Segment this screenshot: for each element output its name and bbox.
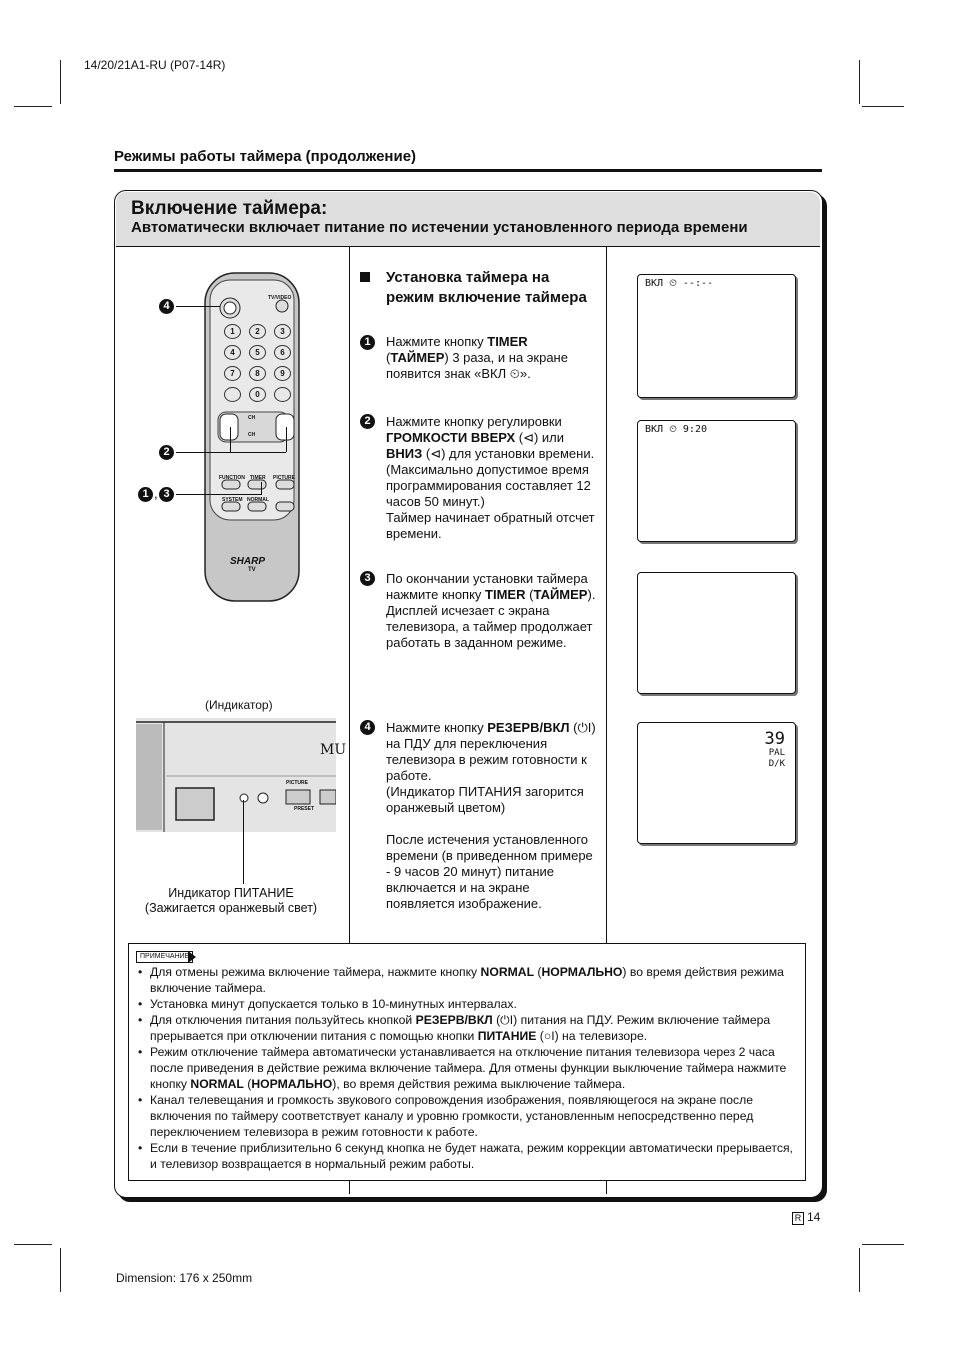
note-item [136, 964, 796, 996]
steps-heading: Установка таймера на режим включение таймера [386, 269, 587, 306]
step-4-standby: РЕЗЕРВ/ВКЛ [487, 720, 570, 735]
note-4-a: Режим отключение таймера автоматически устанавливается на отключение питания телевизора через 2 часа после приведения в действие режима включение таймера. Для отмены функции выключение таймера нажмите кнопку [150, 1045, 787, 1091]
step-1-text-c: ( [386, 350, 391, 365]
flashback-key[interactable] [224, 387, 241, 402]
tv-logo-label: TV [248, 567, 256, 573]
tv-front-panel [136, 718, 347, 832]
screen-4-system-2: D/K [768, 759, 785, 769]
crop-mark [859, 60, 860, 104]
key-4[interactable]: 4 [224, 345, 241, 360]
heading-bullet [360, 272, 370, 282]
key-9[interactable]: 9 [274, 366, 291, 381]
ch-up-label: CH [248, 415, 256, 421]
model-text: MU [320, 742, 347, 758]
step-2-text-a: Нажмите кнопку регулировки [386, 414, 562, 429]
box-subtitle: Автоматически включает питание по истечении установленного периода времени [131, 219, 748, 236]
step-3-text [386, 571, 600, 651]
note-3-b: РЕЗЕРВ/ВКЛ [415, 1013, 493, 1027]
key-5[interactable]: 5 [249, 345, 266, 360]
note-1-c: ( [534, 965, 542, 979]
note-3-c: (⏻I) питания на ПДУ. Режим включение таймера прерывается при отключении питания с помощью кнопки [150, 1013, 771, 1043]
section-rule [114, 169, 822, 172]
crop-mark [862, 1244, 904, 1245]
note-1-e: ) во время действия режима включение таймера. [150, 965, 784, 995]
callout-line [176, 306, 220, 307]
step-3-number: 3 [360, 571, 375, 586]
note-3-a: Для отключения питания пользуйтесь кнопкой [150, 1013, 416, 1027]
note-1-d: НОРМАЛЬНО [541, 965, 623, 979]
tv-preset-label: PRESET [294, 806, 315, 812]
screen-step-1 [637, 274, 796, 398]
step-4-text-e: После истечения установленного времени (в приведенном примере - 9 часов 20 минут) питание включается и на экране появляется изображение. [386, 832, 593, 911]
step-4-number: 4 [360, 720, 375, 735]
step-2-vol-down: ВНИЗ [386, 446, 423, 461]
note-3-e: (○I) на телевизоре. [536, 1029, 648, 1043]
callout-2: 2 [159, 445, 174, 460]
picture-label: PICTURE [273, 475, 295, 481]
step-1-text-e: ) 3 раза, и на экране появится знак «ВКЛ ⏲». [386, 350, 568, 381]
document-code: 14/20/21A1-RU (P07-14R) [84, 58, 226, 72]
step-4-text-c: (⏻I) на ПДУ для переключения телевизора в режим готовности к работе. [386, 720, 596, 783]
callout-4: 4 [159, 299, 174, 314]
step-4-text [386, 720, 600, 912]
key-8[interactable]: 8 [249, 366, 266, 381]
callout-1: 1 [138, 487, 153, 502]
key-3[interactable]: 3 [274, 324, 291, 339]
crop-mark [14, 1244, 52, 1245]
key-1[interactable]: 1 [224, 324, 241, 339]
step-3-timer: TIMER [485, 587, 526, 602]
key-2[interactable]: 2 [249, 324, 266, 339]
step-1-text [386, 334, 600, 382]
step-2-number: 2 [360, 414, 375, 429]
step-3-text-a: По окончании установки таймера нажмите кнопку [386, 571, 588, 602]
key-7[interactable]: 7 [224, 366, 241, 381]
screen-4-channel-display [765, 731, 785, 770]
indicator-label [126, 886, 336, 916]
crop-mark [60, 60, 61, 104]
indicator-label-line1: Индикатор ПИТАНИЕ [168, 886, 294, 900]
page-number-value: 14 [807, 1210, 821, 1224]
callout-line [176, 494, 262, 495]
screen-step-3 [637, 572, 796, 694]
note-3-d: ПИТАНИЕ [477, 1029, 537, 1043]
callout-line [176, 452, 286, 453]
step-3-text-e: ). Дисплей исчезает с экрана телевизора, а таймер продолжает работать в заданном режиме. [386, 587, 596, 650]
callout-line [261, 482, 262, 494]
note-item [136, 1012, 796, 1044]
callout-separator: , [154, 486, 158, 501]
brand-logo: SHARP [230, 556, 266, 567]
note-item [136, 1044, 796, 1092]
screen-1-display: ВКЛ ⏲ --:-- [645, 278, 714, 289]
step-1-text-a: Нажмите кнопку [386, 334, 488, 349]
page-number [792, 1210, 820, 1225]
function-label: FUNCTION [219, 475, 245, 481]
step-4-text-a: Нажмите кнопку [386, 720, 488, 735]
step-1-timer: TIMER [487, 334, 528, 349]
step-3-timer-ru: ТАЙМЕР [533, 587, 588, 602]
digit-mode-key[interactable] [274, 387, 291, 402]
indicator-caption: (Индикатор) [205, 698, 273, 712]
crop-mark [862, 106, 904, 107]
screen-4-system-1: PAL [768, 748, 785, 758]
step-2-text-e: (⊲) для установки времени. [422, 446, 595, 461]
section-title: Режимы работы таймера (продолжение) [114, 148, 417, 165]
step-2-text [386, 414, 600, 542]
step-4-text-d: (Индикатор ПИТАНИЯ загорится оранжевый цветом) [386, 784, 584, 815]
step-3-text-c: ( [525, 587, 534, 602]
normal-label: NORMAL [247, 497, 269, 503]
note-1-b: NORMAL [480, 965, 535, 979]
system-label: SYSTEM [222, 497, 243, 503]
tv-picture-label: PICTURE [286, 780, 308, 786]
notes-list [136, 964, 796, 1172]
callout-line [286, 427, 287, 452]
screen-step-4 [637, 722, 796, 844]
note-item: • Канал телевещания и громкость звукового сопровождения изображения, появляющегося на экране после включения по таймеру соответствует каналу и уровню громкости, установленным непосредственно перед переключением телевизора в режим готовности к работе. [136, 1092, 796, 1140]
box-title: Включение таймера: [131, 198, 328, 219]
note-4-d: НОРМАЛЬНО [251, 1077, 333, 1091]
key-6[interactable]: 6 [274, 345, 291, 360]
timer-label: TIMER [250, 475, 266, 481]
step-2-vol-up: ГРОМКОСТИ ВВЕРХ [386, 430, 516, 445]
tv-video-label: TV/VIDEO [268, 295, 292, 301]
screen-2-display: ВКЛ ⏲ 9:20 [645, 424, 707, 435]
indicator-pointer [243, 800, 244, 884]
ch-down-label: CH [248, 432, 256, 438]
key-0[interactable]: 0 [249, 387, 266, 402]
note-4-e: ), во время действия режима выключение таймера. [332, 1077, 626, 1091]
callout-3: 3 [159, 487, 174, 502]
note-4-b: NORMAL [190, 1077, 244, 1091]
step-2-text-c: (⊲) или [515, 430, 565, 445]
notes-tag: ПРИМЕЧАНИЕ [136, 951, 193, 963]
note-item: • Если в течение приблизительно 6 секунд кнопка не будет нажата, режим коррекции автоматически прерывается, и телевизор возвращается в нормальный режим работы. [136, 1140, 796, 1172]
crop-mark [14, 106, 52, 107]
note-4-c: ( [243, 1077, 252, 1091]
indicator-label-line2: (Зажигается оранжевый свет) [144, 901, 318, 915]
step-1-timer-ru: ТАЙМЕР [390, 350, 445, 365]
note-item: • Установка минут допускается только в 10-минутных интервалах. [136, 996, 796, 1012]
step-2-text-f: (Максимально допустимое время программирования составляет 12 часов 50 минут.) [386, 462, 591, 509]
screen-step-2 [637, 420, 796, 542]
note-1-a: Для отмены режима включение таймера, нажмите кнопку [150, 965, 481, 979]
screen-4-channel: 39 [764, 729, 785, 749]
tv-front-drawing [136, 718, 336, 832]
step-2-text-g: Таймер начинает обратный отсчет времени. [386, 510, 595, 541]
crop-mark [60, 1248, 61, 1292]
callout-line [230, 427, 231, 452]
step-1-number: 1 [360, 335, 375, 350]
page-region-box: R [792, 1212, 804, 1225]
dimension-footer: Dimension: 176 x 250mm [116, 1271, 253, 1285]
crop-mark [859, 1248, 860, 1292]
notes-arrow-icon [188, 951, 196, 963]
